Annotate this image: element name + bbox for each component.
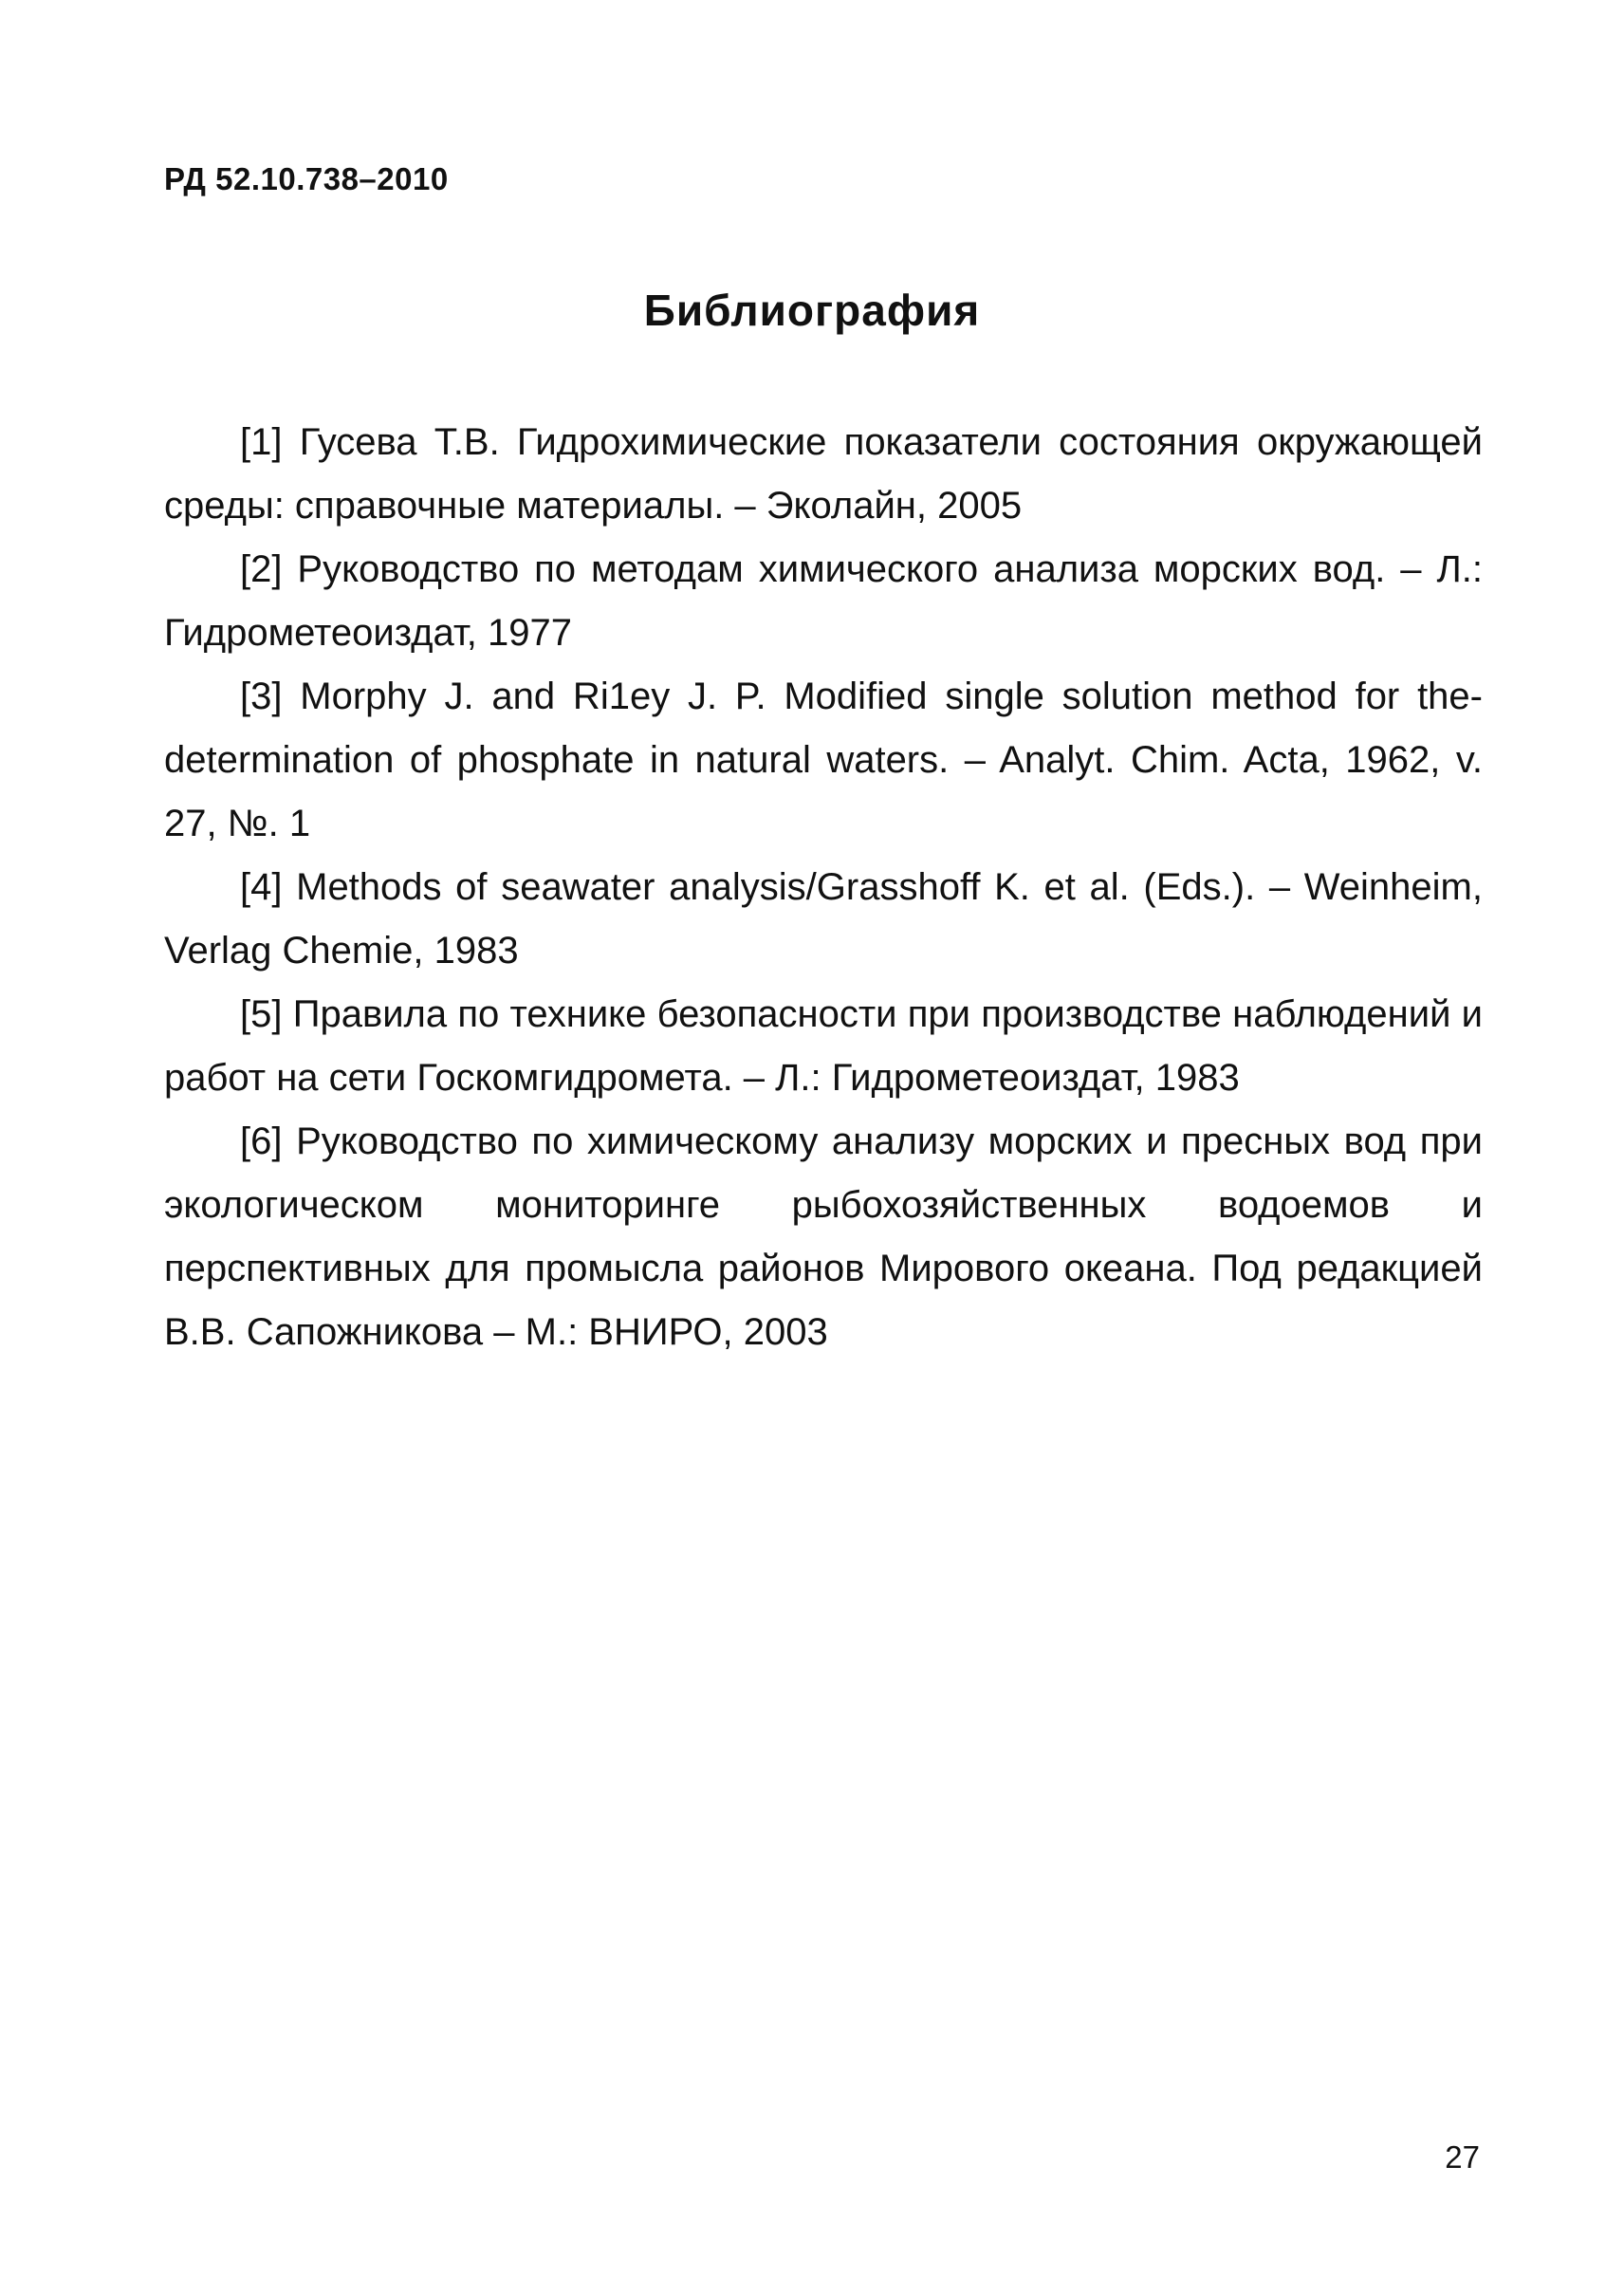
bibliography-entry-1: [1] Гусева Т.В. Гидрохимические показатели состояния окружающей среды: справочные материалы. – Эколайн, 2005: [164, 421, 1483, 527]
page-number: 27: [1445, 2139, 1480, 2175]
bibliography-entry-6: [6] Руководство по химическому анализу морских и пресных вод при экологическом мониторинге рыбохозяйственных водоемов и перспективных для промысла районов Мирового океана. Под редакцией В.В. Сапожникова – М.: ВНИРО, 2003: [164, 1120, 1483, 1353]
page-title: Библиография: [643, 286, 981, 335]
bibliography-entry-3: [3] Morphy J. and Ri1ey J. P. Modified single solution method for the-determination of phosphate in natural waters. – Analyt. Chim. Acta, 1962, v. 27, №. 1: [164, 676, 1483, 844]
bibliography-list: [164, 411, 1483, 1364]
bibliography-entry-5: [5] Правила по технике безопасности при производстве наблюдений и работ на сети Госкомгидромета. – Л.: Гидрометеоиздат, 1983: [164, 993, 1483, 1099]
bibliography-entry-4: [4] Methods of seawater analysis/Grasshoff K. et al. (Eds.). – Weinheim, Verlag Chemie, 1983: [164, 866, 1483, 972]
bibliography-entry-2: [2] Руководство по методам химического анализа морских вод. – Л.: Гидрометеоиздат, 1977: [164, 548, 1483, 654]
document-code: РД 52.10.738–2010: [164, 161, 449, 196]
